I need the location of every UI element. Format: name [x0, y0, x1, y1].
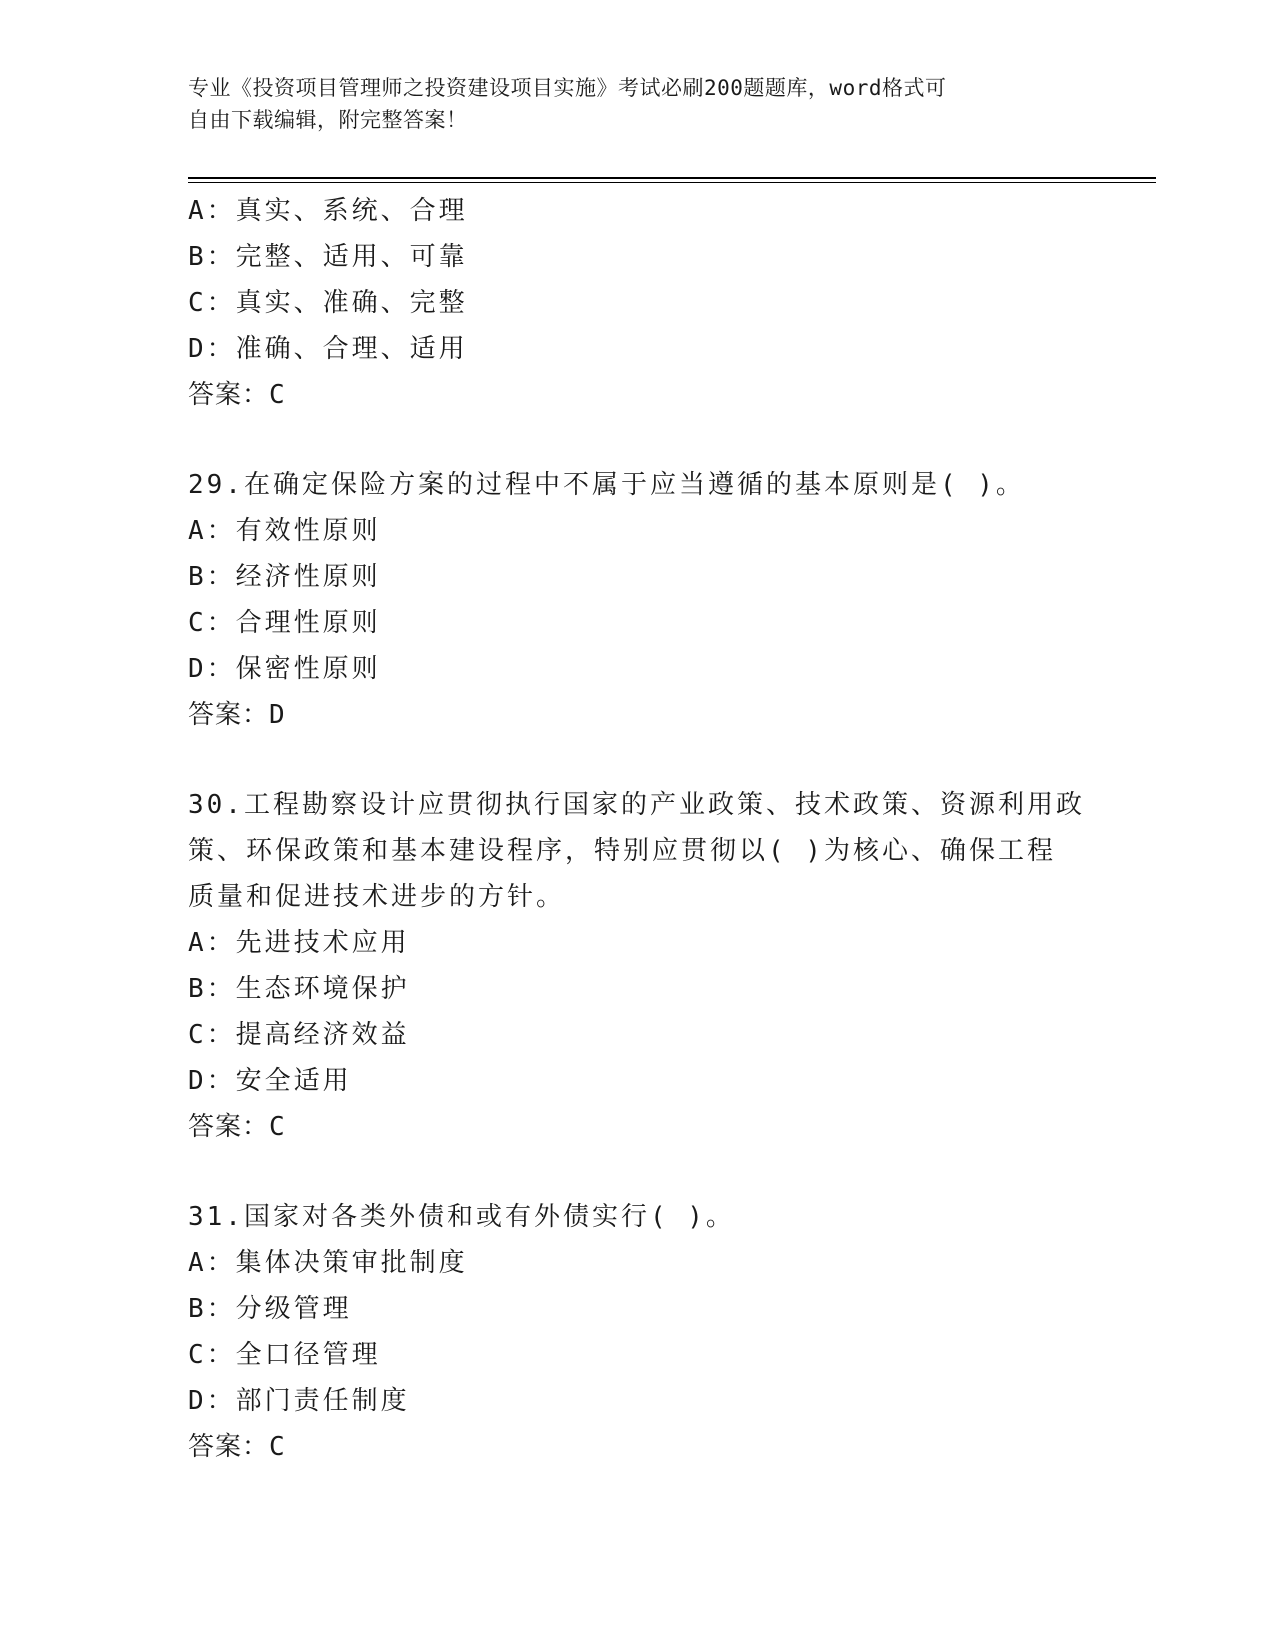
answer-line: 答案：C	[188, 1432, 286, 1462]
option-b: B：分级管理	[188, 1294, 352, 1324]
question-stem-line-2: 策、环保政策和基本建设程序，特别应贯彻以( )为核心、确保工程	[188, 836, 1056, 866]
answer-line: 答案：C	[188, 1112, 286, 1142]
option-c: C：全口径管理	[188, 1340, 381, 1370]
question-spacer	[188, 418, 1088, 462]
option-b: B：完整、适用、可靠	[188, 242, 468, 272]
option-d: D：安全适用	[188, 1066, 352, 1096]
option-d: D：准确、合理、适用	[188, 334, 468, 364]
option-a: A：真实、系统、合理	[188, 196, 468, 226]
question-stem-line-3: 质量和促进技术进步的方针。	[188, 882, 566, 912]
header-divider-thin	[188, 182, 1156, 183]
question-stem: 29.在确定保险方案的过程中不属于应当遵循的基本原则是( )。	[188, 470, 1025, 500]
question-stem-line-1: 30.工程勘察设计应贯彻执行国家的产业政策、技术政策、资源利用政	[188, 790, 1085, 820]
question-stem: 31.国家对各类外债和或有外债实行( )。	[188, 1202, 735, 1232]
option-b: B：经济性原则	[188, 562, 381, 592]
header-line-2: 自由下载编辑，附完整答案！	[188, 108, 468, 132]
question-spacer	[188, 1150, 1088, 1194]
option-a: A：集体决策审批制度	[188, 1248, 468, 1278]
option-c: C：提高经济效益	[188, 1020, 410, 1050]
option-b: B：生态环境保护	[188, 974, 410, 1004]
question-29	[188, 462, 1088, 738]
header-divider-thick	[188, 177, 1156, 179]
question-30	[188, 782, 1088, 1150]
question-31	[188, 1194, 1088, 1470]
header-line-1: 专业《投资项目管理师之投资建设项目实施》考试必刷200题题库，word格式可	[188, 76, 947, 100]
answer-line: 答案：D	[188, 700, 286, 730]
option-c: C：真实、准确、完整	[188, 288, 468, 318]
option-d: D：部门责任制度	[188, 1386, 410, 1416]
option-a: A：先进技术应用	[188, 928, 410, 958]
option-c: C：合理性原则	[188, 608, 381, 638]
question-28-continued	[188, 188, 1088, 418]
answer-line: 答案：C	[188, 380, 286, 410]
document-header	[188, 72, 1088, 136]
option-d: D：保密性原则	[188, 654, 381, 684]
question-spacer	[188, 738, 1088, 782]
question-list	[188, 188, 1088, 1470]
option-a: A：有效性原则	[188, 516, 381, 546]
